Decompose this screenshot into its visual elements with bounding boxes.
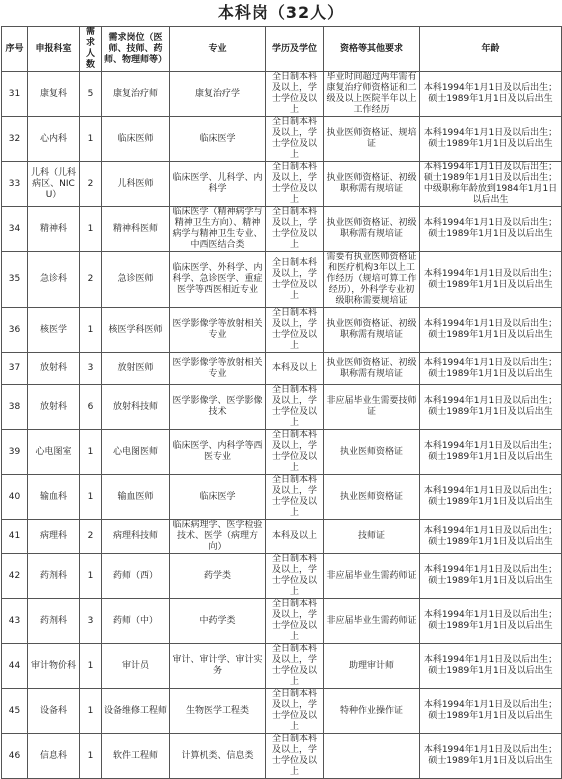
header-requirements: 资格等其他要求 (324, 27, 420, 72)
header-num: 需求人数 (80, 27, 102, 72)
cell-major: 中药学类 (170, 599, 266, 644)
cell-age: 本科1994年1月1日及以后出生；硕士1989年1月1日及以后出生 (420, 308, 562, 353)
cell-requirements: 执业医师资格证、初级职称需有规培证 (324, 308, 420, 353)
cell-position: 病理科技师 (102, 520, 170, 554)
cell-education: 全日制本科及以上，学士学位及以上 (266, 252, 324, 308)
cell-position: 急诊医师 (102, 252, 170, 308)
table-body (2, 72, 562, 779)
cell-position: 药师（中） (102, 599, 170, 644)
cell-age: 本科1994年1月1日及以后出生；硕士1989年1月1日及以后出生 (420, 385, 562, 430)
cell-no: 40 (2, 475, 28, 520)
cell-num: 2 (80, 252, 102, 308)
header-position: 需求岗位（医师、技师、药师、物理师等） (102, 27, 170, 72)
cell-position: 输血医师 (102, 475, 170, 520)
cell-requirements: 毕业时间超过两年需有康复治疗师资格证和二级及以上医院半年以上工作经历 (324, 72, 420, 117)
cell-dept: 药剂科 (28, 599, 80, 644)
table-row (2, 734, 562, 779)
cell-position: 设备维修工程师 (102, 689, 170, 734)
cell-major: 药学类 (170, 554, 266, 599)
cell-no: 42 (2, 554, 28, 599)
table-row (2, 689, 562, 734)
cell-requirements: 非应届毕业生需药师证 (324, 599, 420, 644)
cell-major: 临床医学、内科学等西医专业 (170, 430, 266, 475)
cell-major: 审计、审计学、审计实务 (170, 644, 266, 689)
cell-age: 本科1994年1月1日及以后出生；硕士1989年1月1日及以后出生 (420, 475, 562, 520)
cell-dept: 精神科 (28, 207, 80, 252)
cell-dept: 放射科 (28, 385, 80, 430)
cell-dept: 心内科 (28, 117, 80, 162)
cell-requirements: 非应届毕业生需药师证 (324, 554, 420, 599)
cell-dept: 急诊科 (28, 252, 80, 308)
cell-requirements: 执业医师资格证、初级职称需有规培证 (324, 353, 420, 385)
header-no: 序号 (2, 27, 28, 72)
cell-age: 本科1994年1月1日及以后出生；硕士1989年1月1日及以后出生 (420, 520, 562, 554)
cell-age: 本科1994年1月1日及以后出生；硕士1989年1月1日及以后出生 (420, 554, 562, 599)
cell-num: 1 (80, 689, 102, 734)
cell-num: 1 (80, 554, 102, 599)
cell-dept: 儿科（儿科病区、NICU） (28, 162, 80, 207)
cell-education: 本科及以上 (266, 353, 324, 385)
cell-num: 1 (80, 207, 102, 252)
table-row (2, 599, 562, 644)
cell-requirements: 特种作业操作证 (324, 689, 420, 734)
cell-num: 1 (80, 308, 102, 353)
cell-num: 3 (80, 353, 102, 385)
cell-num: 1 (80, 734, 102, 779)
cell-dept: 审计物价科 (28, 644, 80, 689)
cell-requirements: 执业医师资格证 (324, 475, 420, 520)
cell-major: 临床医学（精神病学与精神卫生方向）、精神病学与精神卫生专业、中西医结合类 (170, 207, 266, 252)
cell-dept: 设备科 (28, 689, 80, 734)
table-row (2, 644, 562, 689)
cell-age: 本科1994年1月1日及以后出生；硕士1989年1月1日及以后出生 (420, 599, 562, 644)
cell-education: 本科及以上 (266, 520, 324, 554)
cell-education: 全日制本科及以上，学士学位及以上 (266, 599, 324, 644)
cell-requirements: 需要有执业医师资格证和医疗机构3年以上工作经历（规培可算工作经历），外科学专业初级职称需要规培证 (324, 252, 420, 308)
cell-education: 全日制本科及以上，学士学位及以上 (266, 72, 324, 117)
cell-no: 36 (2, 308, 28, 353)
cell-dept: 输血科 (28, 475, 80, 520)
cell-no: 45 (2, 689, 28, 734)
cell-education: 全日制本科及以上，学士学位及以上 (266, 554, 324, 599)
cell-major: 临床医学 (170, 475, 266, 520)
cell-age: 本科1994年1月1日及以后出生；硕士1989年1月1日及以后出生 (420, 353, 562, 385)
cell-age: 本科1994年1月1日及以后出生；硕士1989年1月1日及以后出生 (420, 117, 562, 162)
cell-age: 本科1994年1月1日及以后出生；硕士1989年1月1日及以后出生 (420, 644, 562, 689)
cell-num: 3 (80, 599, 102, 644)
cell-num: 5 (80, 72, 102, 117)
cell-requirements: 技师证 (324, 520, 420, 554)
cell-dept: 心电图室 (28, 430, 80, 475)
cell-position: 临床医师 (102, 117, 170, 162)
cell-position: 放射科技师 (102, 385, 170, 430)
cell-education: 全日制本科及以上，学士学位及以上 (266, 308, 324, 353)
cell-major: 医学影像学等放射相关专业 (170, 308, 266, 353)
header-education: 学历及学位 (266, 27, 324, 72)
header-age: 年龄 (420, 27, 562, 72)
cell-age: 本科1994年1月1日及以后出生；硕士1989年1月1日及以后出生 (420, 734, 562, 779)
cell-requirements: 执业医师资格证 (324, 430, 420, 475)
cell-major: 生物医学工程类 (170, 689, 266, 734)
cell-requirements: 执业医师资格证、规培证 (324, 117, 420, 162)
cell-education: 全日制本科及以上，学士学位及以上 (266, 162, 324, 207)
cell-age: 本科1994年1月1日及以后出生；硕士1989年1月1日及以后出生 (420, 430, 562, 475)
cell-major: 临床医学、外科学、内科学、急诊医学、重症医学等西医相近专业 (170, 252, 266, 308)
cell-position: 精神科医师 (102, 207, 170, 252)
cell-num: 6 (80, 385, 102, 430)
cell-major: 计算机类、信息类 (170, 734, 266, 779)
cell-num: 2 (80, 520, 102, 554)
cell-position: 审计员 (102, 644, 170, 689)
table-row (2, 252, 562, 308)
cell-no: 41 (2, 520, 28, 554)
header-major: 专业 (170, 27, 266, 72)
page-title: 本科岗（32人） (217, 3, 345, 22)
cell-dept: 康复科 (28, 72, 80, 117)
cell-major: 临床医学、儿科学、内科学 (170, 162, 266, 207)
cell-age: 本科1994年1月1日及以后出生；硕士1989年1月1日及以后出生 (420, 252, 562, 308)
recruitment-table (1, 26, 562, 779)
cell-education: 全日制本科及以上，学士学位及以上 (266, 644, 324, 689)
table-row (2, 554, 562, 599)
cell-no: 33 (2, 162, 28, 207)
table-row (2, 117, 562, 162)
cell-position: 核医学科医师 (102, 308, 170, 353)
cell-no: 34 (2, 207, 28, 252)
cell-position: 心电图医师 (102, 430, 170, 475)
cell-major: 医学影像学、医学影像技术 (170, 385, 266, 430)
cell-education: 全日制本科及以上，学士学位及以上 (266, 430, 324, 475)
cell-num: 1 (80, 644, 102, 689)
table-row (2, 353, 562, 385)
cell-major: 临床病理学、医学检验技术、医学（病理方向） (170, 520, 266, 554)
cell-no: 31 (2, 72, 28, 117)
cell-requirements: 执业医师资格证、初级职称需有规培证 (324, 207, 420, 252)
table-header-row (2, 27, 562, 72)
cell-position: 放射医师 (102, 353, 170, 385)
cell-dept: 放射科 (28, 353, 80, 385)
cell-dept: 信息科 (28, 734, 80, 779)
table-row (2, 520, 562, 554)
cell-num: 1 (80, 117, 102, 162)
cell-education: 全日制本科及以上，学士学位及以上 (266, 207, 324, 252)
cell-requirements: 非应届毕业生需要技师证 (324, 385, 420, 430)
cell-age: 本科1994年1月1日及以后出生；硕士1989年1月1日及以后出生 (420, 207, 562, 252)
cell-no: 38 (2, 385, 28, 430)
cell-major: 医学影像学等放射相关专业 (170, 353, 266, 385)
cell-education: 全日制本科及以上，学士学位及以上 (266, 385, 324, 430)
cell-education: 全日制本科及以上，学士学位及以上 (266, 734, 324, 779)
cell-no: 43 (2, 599, 28, 644)
cell-age: 本科1994年1月1日及以后出生；硕士1989年1月1日及以后出生；中级职称年龄放到1984年1月1日以后出生 (420, 162, 562, 207)
cell-num: 2 (80, 162, 102, 207)
table-row (2, 162, 562, 207)
header-dept: 申报科室 (28, 27, 80, 72)
cell-no: 46 (2, 734, 28, 779)
table-row (2, 207, 562, 252)
cell-age: 本科1994年1月1日及以后出生；硕士1989年1月1日及以后出生 (420, 689, 562, 734)
cell-dept: 核医学 (28, 308, 80, 353)
cell-education: 全日制本科及以上，学士学位及以上 (266, 475, 324, 520)
cell-requirements: 执业医师资格证、初级职称需有规培证 (324, 162, 420, 207)
cell-no: 39 (2, 430, 28, 475)
cell-major: 康复治疗学 (170, 72, 266, 117)
cell-requirements: 助理审计师 (324, 644, 420, 689)
cell-dept: 药剂科 (28, 554, 80, 599)
cell-position: 软件工程师 (102, 734, 170, 779)
table-row (2, 475, 562, 520)
cell-no: 44 (2, 644, 28, 689)
cell-no: 32 (2, 117, 28, 162)
table-row (2, 72, 562, 117)
table-row (2, 385, 562, 430)
cell-num: 1 (80, 475, 102, 520)
table-row (2, 430, 562, 475)
cell-age: 本科1994年1月1日及以后出生；硕士1989年1月1日及以后出生 (420, 72, 562, 117)
cell-position: 康复治疗师 (102, 72, 170, 117)
cell-position: 药师（西） (102, 554, 170, 599)
cell-no: 37 (2, 353, 28, 385)
cell-num: 1 (80, 430, 102, 475)
cell-dept: 病理科 (28, 520, 80, 554)
cell-position: 儿科医师 (102, 162, 170, 207)
cell-major: 临床医学 (170, 117, 266, 162)
table-row (2, 308, 562, 353)
cell-education: 全日制本科及以上，学士学位及以上 (266, 689, 324, 734)
cell-requirements (324, 734, 420, 779)
cell-education: 全日制本科及以上，学士学位及以上 (266, 117, 324, 162)
cell-no: 35 (2, 252, 28, 308)
